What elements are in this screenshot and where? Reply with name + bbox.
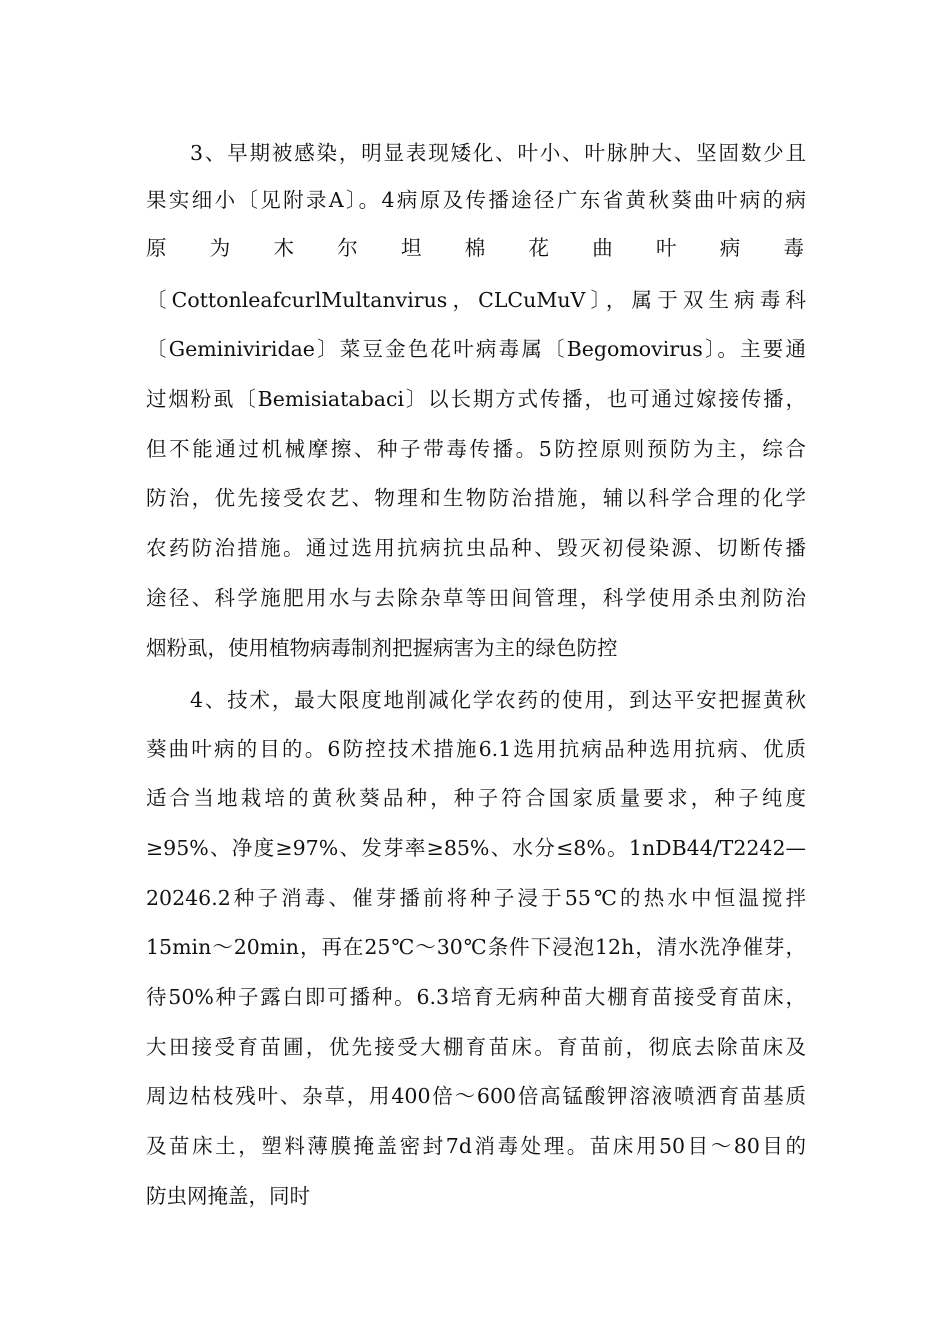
text-line-3: 原为木尔坦棉花曲叶病毒: [146, 236, 806, 260]
text-line-19: 大田接受育苗圃，优先接受大棚育苗床。育苗前，彻底去除苗床及: [146, 1035, 806, 1059]
text-line-2: 果实细小〔见附录A〕。4病原及传播途径广东省黄秋葵曲叶病的病: [146, 188, 806, 212]
text-line-20: 周边枯枝残叶、杂草，用400倍～600倍高锰酸钾溶液喷洒育苗基质: [146, 1084, 806, 1108]
text-line-1: 3、早期被感染，明显表现矮化、叶小、叶脉肿大、坚固数少且: [190, 141, 806, 165]
text-line-18: 待50%种子露白即可播种。6.3培育无病种苗大棚育苗接受育苗床，: [146, 985, 806, 1009]
text-line-21: 及苗床土，塑料薄膜掩盖密封7d消毒处理。苗床用50目～80目的: [146, 1134, 806, 1158]
text-line-17: 15min～20min，再在25℃～30℃条件下浸泡12h，清水洗净催芽，: [146, 935, 806, 959]
text-line-15: ≥95%、净度≥97%、发芽率≥85%、水分≤8%。1nDB44/T2242—: [146, 836, 806, 860]
text-line-8: 防治，优先接受农艺、物理和生物防治措施，辅以科学合理的化学: [146, 486, 806, 510]
text-line-7: 但不能通过机械摩擦、种子带毒传播。5防控原则预防为主，综合: [146, 437, 806, 461]
text-line-4: 〔CottonleafcurlMultanvirus，CLCuMuV〕，属于双生病毒科: [146, 288, 806, 312]
text-line-16: 20246.2种子消毒、催芽播前将种子浸于55℃的热水中恒温搅拌: [146, 886, 806, 910]
text-line-11: 烟粉虱，使用植物病毒制剂把握病害为主的绿色防控: [146, 636, 618, 660]
text-line-6: 过烟粉虱〔Bemisiatabaci〕以长期方式传播，也可通过嫁接传播，: [146, 387, 806, 411]
text-line-9: 农药防治措施。通过选用抗病抗虫品种、毁灭初侵染源、切断传播: [146, 536, 806, 560]
text-line-10: 途径、科学施肥用水与去除杂草等田间管理，科学使用杀虫剂防治: [146, 586, 806, 610]
text-line-12: 4、技术，最大限度地削减化学农药的使用，到达平安把握黄秋: [190, 688, 806, 712]
text-line-14: 适合当地栽培的黄秋葵品种，种子符合国家质量要求，种子纯度: [146, 786, 806, 810]
text-line-5: 〔Geminiviridae〕菜豆金色花叶病毒属〔Begomovirus〕。主要通: [146, 337, 806, 361]
text-line-22: 防虫网掩盖，同时: [146, 1184, 310, 1208]
text-line-13: 葵曲叶病的目的。6防控技术措施6.1选用抗病品种选用抗病、优质: [146, 737, 806, 761]
